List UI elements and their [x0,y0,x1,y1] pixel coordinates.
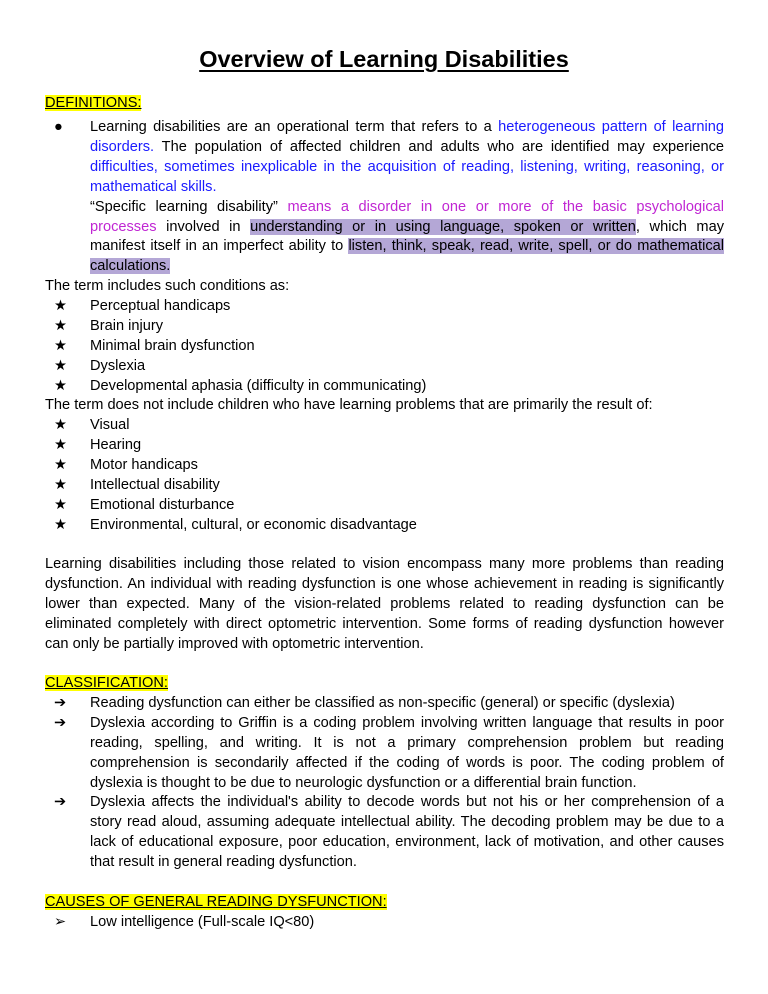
paragraph-line: lower than expected. Many of the vision-related problems related to reading dysfunction can be [45,595,724,612]
definition-line: calculations. [90,258,171,275]
excludes-list [45,416,724,535]
list-item: ★ Intellectual disability [45,476,724,496]
list-item: ★ Visual [45,416,724,436]
classification-item [45,793,724,873]
classification-line: comprehension is secondarily affected if the coding of words is poor. The coding problem of [90,754,724,771]
classification-line: Dyslexia affects the individual's ability to decode words but not his or her comprehension of a [90,794,724,810]
star-icon: ★ [54,496,68,513]
definition-line: processes involved in understanding or in using language, spoken or written, which may [90,218,724,235]
definition-line: difficulties, sometimes inexplicable in the acquisition of reading, listening, writing, reasoning, or [90,158,724,175]
star-icon: ★ [54,436,68,453]
excludes-intro: The term does not include children who have learning problems that are primarily the result of: [45,397,653,413]
causes-section [45,893,724,913]
classification-line: Reading dysfunction can either be classified as non-specific (general) or specific (dyslexia) [90,695,675,711]
list-item: ★ Dyslexia [45,357,724,377]
paragraph-line: dysfunction. An individual with reading dysfunction is one whose achievement in reading is significantly [45,575,724,592]
classification-item [45,694,724,714]
star-icon: ★ [54,317,68,334]
classification-section [45,674,724,694]
star-icon: ★ [54,298,68,314]
includes-list [45,297,724,397]
list-item: ★ Brain injury [45,317,724,337]
classification-line: that result in general reading dysfunction. [90,853,357,870]
classification-line: lack of educational exposure, poor education, environment, lack of motivation, and other causes [90,833,724,850]
definitions-section [45,94,724,114]
classification-line: story read aloud, assuming adequate intellectual ability. The decoding problem may be due to a [90,813,724,830]
causes-item [45,913,724,933]
paragraph-line: can only be partially improved with optometric intervention. [45,635,424,652]
causes-header: CAUSES OF GENERAL READING DYSFUNCTION: [45,894,387,910]
definition-bullet [45,118,724,277]
classification-line: dyslexia is thought to be due to neurologic dysfunction or a differential brain function. [90,774,637,791]
star-icon: ★ [54,417,68,433]
arrow-icon: ➔ [54,695,67,711]
page-title: Overview of Learning Disabilities [199,46,569,72]
classification-item [45,714,724,794]
definition-line: mathematical skills. [90,178,217,195]
vision-paragraph [45,555,724,655]
star-icon: ★ [54,377,68,394]
definitions-header: DEFINITIONS: [45,95,142,111]
bullet-dot-icon: ● [54,119,63,135]
arrow-icon: ➔ [54,715,67,731]
definition-line: disorders. The population of affected children and adults who are identified may experience [90,138,724,155]
star-icon: ★ [54,516,68,533]
star-icon: ★ [54,337,68,354]
list-item: ★ Motor handicaps [45,456,724,476]
causes-line: Low intelligence (Full-scale IQ<80) [90,914,315,930]
star-icon: ★ [54,476,68,493]
classification-header: CLASSIFICATION: [45,675,168,691]
paragraph-line: eliminated completely with direct optometric intervention. Some forms of reading dysfunction however [45,615,724,632]
includes-intro: The term includes such conditions as: [45,278,290,294]
definition-text [90,118,724,277]
star-icon: ★ [54,357,68,374]
star-icon: ★ [54,456,68,473]
list-item: ★ Emotional disturbance [45,496,724,516]
list-item: ★ Perceptual handicaps [45,297,724,317]
definition-line: manifest itself in an imperfect ability to listen, think, speak, read, write, spell, or do mathematical [90,238,724,255]
definition-line: “Specific learning disability” means a disorder in one or more of the basic psychological [90,198,724,215]
list-item: ★ Environmental, cultural, or economic disadvantage [45,516,724,536]
list-item: ★ Hearing [45,436,724,456]
arrow-icon: ➔ [54,794,67,810]
list-item: ★ Minimal brain dysfunction [45,337,724,357]
list-item: ★ Developmental aphasia (difficulty in communicating) [45,377,724,397]
arrowhead-icon: ➢ [54,914,67,930]
paragraph-line: Learning disabilities including those related to vision encompass many more problems than reading [45,556,724,572]
classification-line: Dyslexia according to Griffin is a coding problem involving written language that results in poor [90,715,724,731]
classification-line: reading, spelling, and writing. It is not a primary comprehension problem but reading [90,734,724,751]
definition-line: Learning disabilities are an operational term that refers to a heterogeneous pattern of learning [90,119,724,135]
